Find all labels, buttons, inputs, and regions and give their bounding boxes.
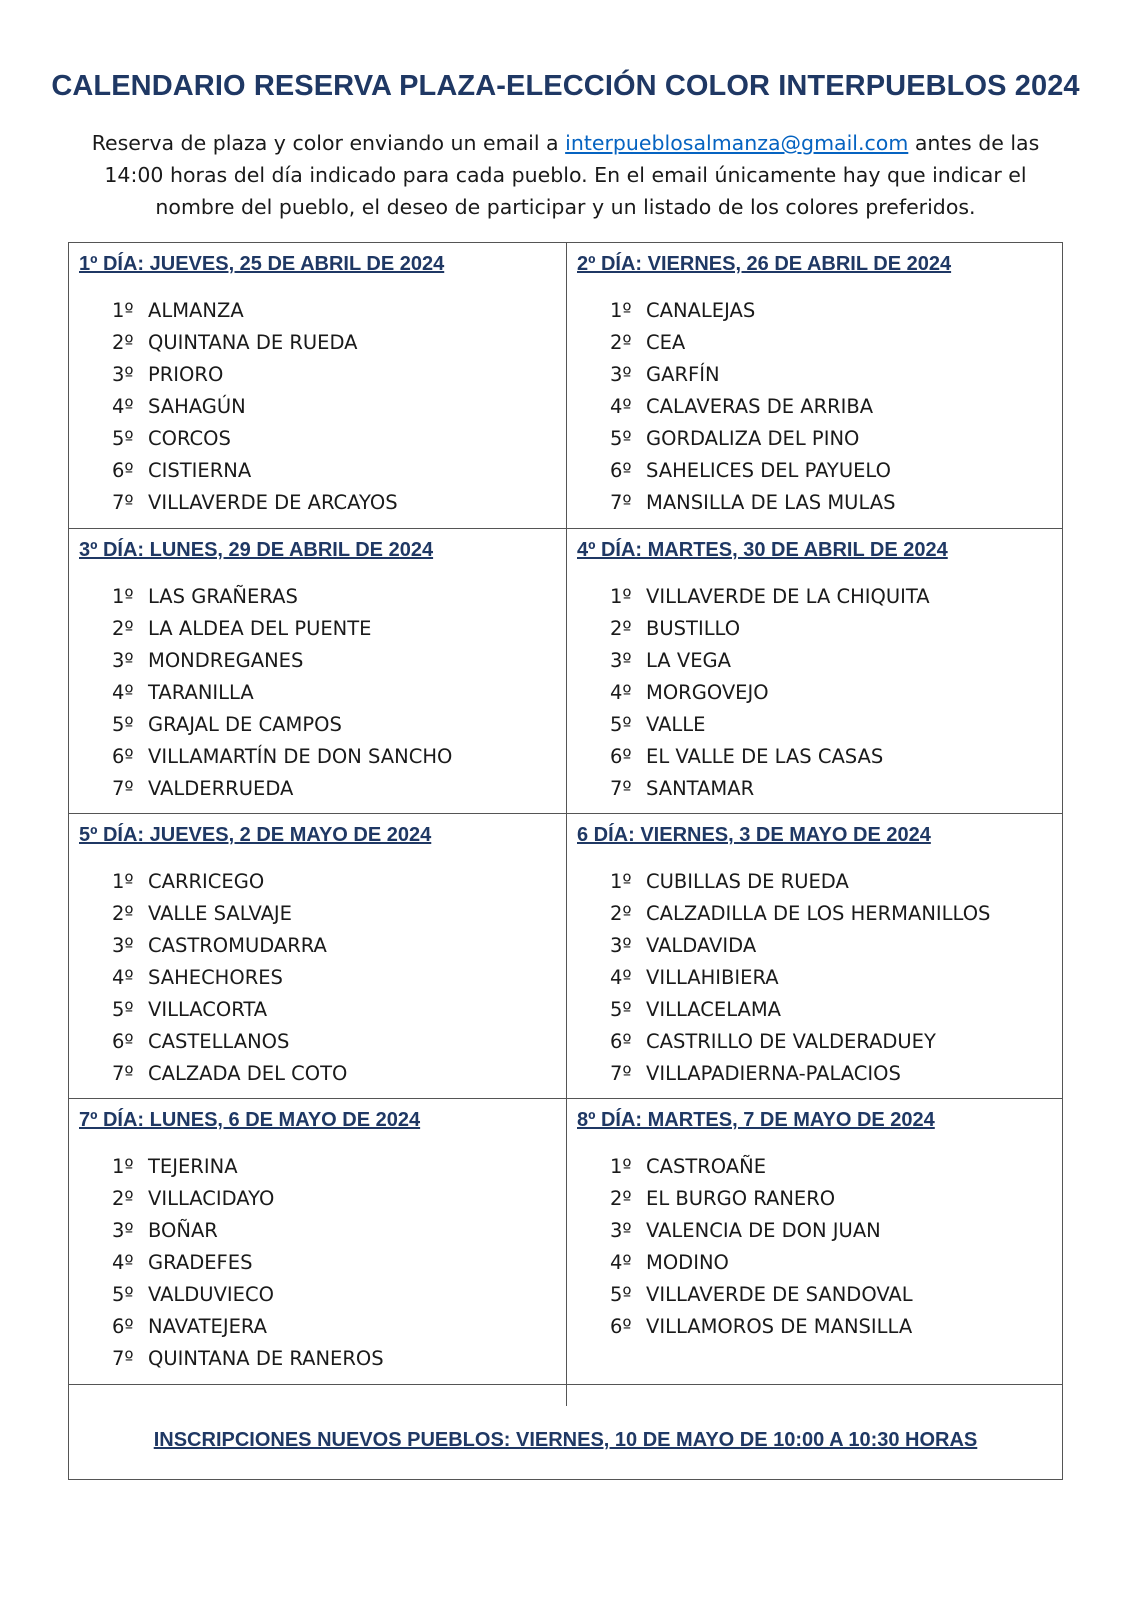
list-item: 1º CUBILLAS DE RUEDA <box>610 870 849 893</box>
email-link[interactable]: interpueblosalmanza@gmail.com <box>565 131 909 155</box>
list-item: 5º VILLACORTA <box>112 998 268 1021</box>
town-list <box>112 1151 384 1375</box>
list-item: 2º VALLE SALVAJE <box>112 902 292 925</box>
list-item: 3º PRIORO <box>112 363 224 386</box>
day-heading: 6 DÍA: VIERNES, 3 DE MAYO DE 2024 <box>577 824 931 846</box>
list-item: 1º VILLAVERDE DE LA CHIQUITA <box>610 585 930 608</box>
list-item: 7º VALDERRUEDA <box>112 777 294 800</box>
list-item: 6º VILLAMARTÍN DE DON SANCHO <box>112 745 453 768</box>
intro-paragraph <box>70 127 1061 223</box>
list-item: 1º CASTROAÑE <box>610 1155 767 1178</box>
list-item: 1º ALMANZA <box>112 299 244 322</box>
list-item: 4º CALAVERAS DE ARRIBA <box>610 395 874 418</box>
list-item: 2º QUINTANA DE RUEDA <box>112 331 358 354</box>
list-item: 6º VILLAMOROS DE MANSILLA <box>610 1315 913 1338</box>
list-item: 2º CEA <box>610 331 686 354</box>
day-cell-3 <box>69 529 566 813</box>
list-item: 4º TARANILLA <box>112 681 254 704</box>
list-item: 7º VILLAVERDE DE ARCAYOS <box>112 491 398 514</box>
list-item: 2º LA ALDEA DEL PUENTE <box>112 617 372 640</box>
town-list <box>610 1151 913 1343</box>
list-item: 1º TEJERINA <box>112 1155 238 1178</box>
list-item: 2º EL BURGO RANERO <box>610 1187 836 1210</box>
schedule-table <box>68 242 1063 1480</box>
page-title: CALENDARIO RESERVA PLAZA-ELECCIÓN COLOR INTERPUEBLOS 2024 <box>51 70 1080 102</box>
list-item: 7º QUINTANA DE RANEROS <box>112 1347 384 1370</box>
day-cell-1 <box>69 243 566 528</box>
list-item: 1º CARRICEGO <box>112 870 265 893</box>
list-item: 4º GRADEFES <box>112 1251 253 1274</box>
list-item: 4º MODINO <box>610 1251 729 1274</box>
list-item: 2º CALZADILLA DE LOS HERMANILLOS <box>610 902 991 925</box>
list-item: 6º CISTIERNA <box>112 459 252 482</box>
list-item: 6º CASTELLANOS <box>112 1030 290 1053</box>
town-list <box>610 866 990 1090</box>
list-item: 5º VILLAVERDE DE SANDOVAL <box>610 1283 913 1306</box>
town-list <box>112 581 452 805</box>
list-item: 7º MANSILLA DE LAS MULAS <box>610 491 896 514</box>
list-item: 5º GORDALIZA DEL PINO <box>610 427 860 450</box>
list-item: 1º CANALEJAS <box>610 299 756 322</box>
town-list <box>112 866 347 1090</box>
list-item: 4º VILLAHIBIERA <box>610 966 779 989</box>
day-heading: 3º DÍA: LUNES, 29 DE ABRIL DE 2024 <box>79 539 434 561</box>
list-item: 7º VILLAPADIERNA-PALACIOS <box>610 1062 901 1085</box>
list-item: 6º NAVATEJERA <box>112 1315 267 1338</box>
day-heading: 5º DÍA: JUEVES, 2 DE MAYO DE 2024 <box>79 824 432 846</box>
list-item: 3º BOÑAR <box>112 1219 218 1242</box>
list-item: 6º EL VALLE DE LAS CASAS <box>610 745 884 768</box>
list-item: 7º CALZADA DEL COTO <box>112 1062 348 1085</box>
day-heading: 2º DÍA: VIERNES, 26 DE ABRIL DE 2024 <box>577 253 952 275</box>
day-heading: 7º DÍA: LUNES, 6 DE MAYO DE 2024 <box>79 1109 421 1131</box>
day-cell-6 <box>567 814 1062 1098</box>
list-item: 3º GARFÍN <box>610 363 720 386</box>
day-cell-8 <box>567 1099 1062 1384</box>
intro-text-start: Reserva de plaza y color enviando un email a <box>91 131 566 155</box>
list-item: 3º VALENCIA DE DON JUAN <box>610 1219 881 1242</box>
day-cell-2 <box>567 243 1062 528</box>
list-item: 6º SAHELICES DEL PAYUELO <box>610 459 891 482</box>
list-item: 6º CASTRILLO DE VALDERADUEY <box>610 1030 936 1053</box>
list-item: 5º GRAJAL DE CAMPOS <box>112 713 342 736</box>
day-cell-4 <box>567 529 1062 813</box>
list-item: 4º SAHAGÚN <box>112 395 246 418</box>
new-towns-registration: INSCRIPCIONES NUEVOS PUEBLOS: VIERNES, 10 DE MAYO DE 10:00 A 10:30 HORAS <box>153 1429 978 1451</box>
day-cell-5 <box>69 814 566 1098</box>
list-item: 4º MORGOVEJO <box>610 681 769 704</box>
list-item: 5º VALLE <box>610 713 706 736</box>
town-list <box>610 295 895 519</box>
list-item: 4º SAHECHORES <box>112 966 283 989</box>
list-item: 3º LA VEGA <box>610 649 731 672</box>
list-item: 7º SANTAMAR <box>610 777 755 800</box>
list-item: 5º VILLACELAMA <box>610 998 782 1021</box>
intro-text-end: antes de las 14:00 horas del día indicado para cada pueblo. En el email únicamente hay que indicar el nombre del pueblo, el deseo de participar y un listado de los colores preferidos. <box>104 131 1040 219</box>
town-list <box>610 581 930 805</box>
list-item: 1º LAS GRAÑERAS <box>112 585 298 608</box>
list-item: 2º VILLACIDAYO <box>112 1187 275 1210</box>
list-item: 5º VALDUVIECO <box>112 1283 274 1306</box>
list-item: 3º CASTROMUDARRA <box>112 934 327 957</box>
day-cell-7 <box>69 1099 566 1384</box>
list-item: 5º CORCOS <box>112 427 231 450</box>
day-heading: 4º DÍA: MARTES, 30 DE ABRIL DE 2024 <box>577 539 948 561</box>
list-item: 3º VALDAVIDA <box>610 934 757 957</box>
list-item: 2º BUSTILLO <box>610 617 741 640</box>
row-divider <box>69 1384 1062 1385</box>
day-heading: 1º DÍA: JUEVES, 25 DE ABRIL DE 2024 <box>79 253 445 275</box>
day-heading: 8º DÍA: MARTES, 7 DE MAYO DE 2024 <box>577 1109 935 1131</box>
list-item: 3º MONDREGANES <box>112 649 304 672</box>
town-list <box>112 295 398 519</box>
